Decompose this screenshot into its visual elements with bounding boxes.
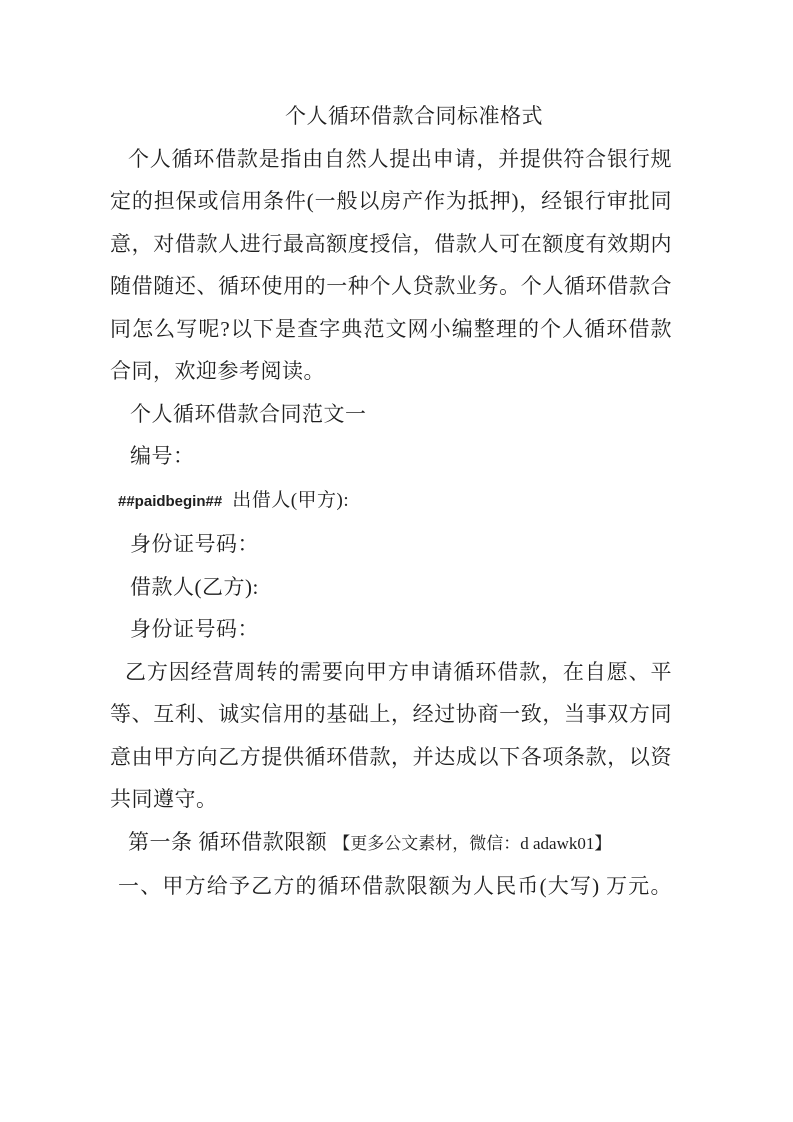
agreement-paragraph: 乙方因经营周转的需要向甲方申请循环借款，在自愿、平等、互利、诚实信用的基础上，经过协商一致，当事双方同意由甲方向乙方提供循环借款，并达成以下各项条款，以资共同遵守。 — [110, 659, 672, 811]
borrower-line: 借款人(乙方): — [130, 574, 259, 599]
document-title: 个人循环借款合同标准格式 — [285, 104, 543, 128]
article1-heading-line — [110, 821, 672, 866]
intro-paragraph: 个人循环借款是指由自然人提出申请，并提供符合银行规定的担保或信用条件(一般以房产作为抵押)，经银行审批同意，对借款人进行最高额度授信，借款人可在额度有效期内随借随还、循环使用的一种个人贷款业务。个人循环借款合同怎么写呢?以下是查字典范文网小编整理的个人循环借款合同，欢迎参考阅读。 — [110, 146, 672, 383]
document-content — [110, 95, 672, 908]
paid-begin-marker: ##paidbegin## — [118, 492, 223, 510]
lender-label: 出借人(甲方): — [232, 489, 350, 511]
borrower-id-line: 身份证号码： — [130, 617, 259, 641]
sample-heading: 个人循环借款合同范文一 — [130, 401, 367, 426]
promo-note: 【更多公文素材，微信：d adawk01】 — [333, 833, 612, 853]
article1-item1: 一、甲方给予乙方的循环借款限额为人民币(大写) 万元。 — [118, 874, 672, 898]
lender-line — [110, 478, 672, 524]
lender-id-line: 身份证号码： — [130, 532, 259, 556]
contract-number-line: 编号： — [130, 444, 195, 468]
article1-heading: 第一条 循环借款限额 — [128, 829, 328, 854]
